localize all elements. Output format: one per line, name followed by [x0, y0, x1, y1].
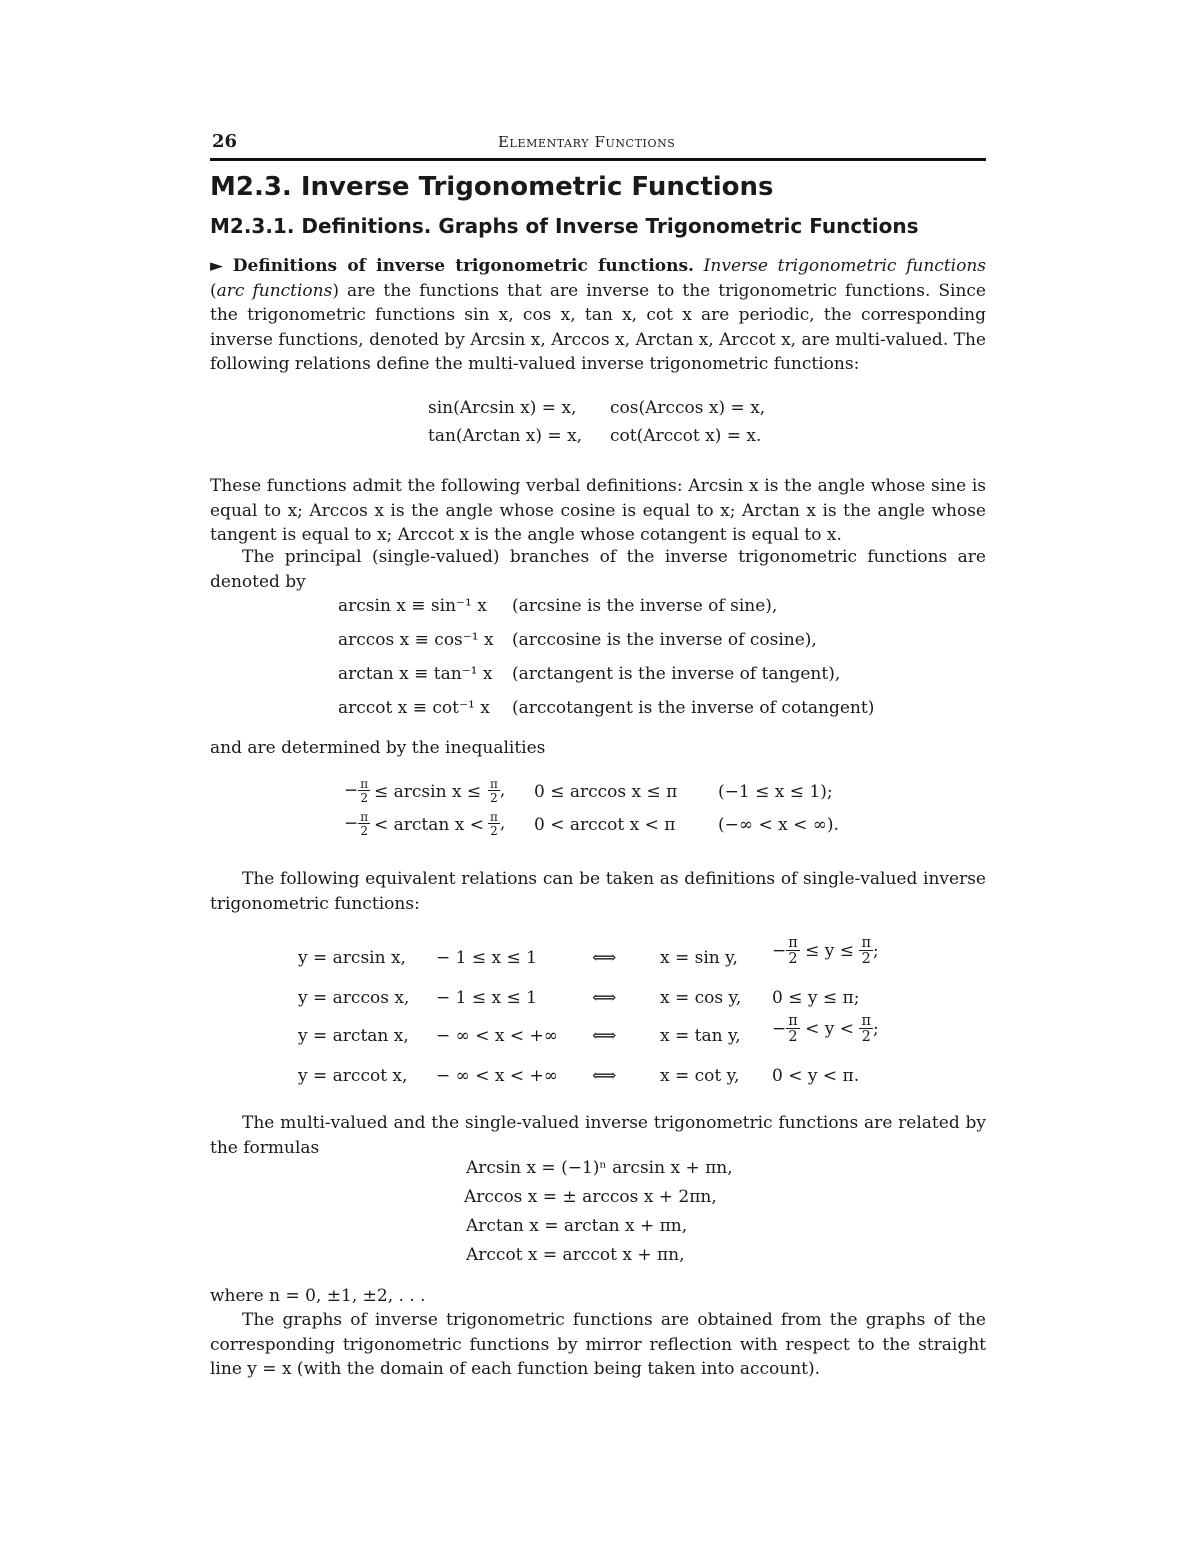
equivalent-range: − $\frac{\pi}{2}$ < y < $\frac{\pi}{2}$ ;	[772, 1013, 879, 1046]
equivalent-inverse: x = tan y,	[660, 1026, 741, 1046]
where-line: where n = 0, ±1, ±2, . . .	[210, 1286, 426, 1306]
equivalent-domain: − 1 ≤ x ≤ 1	[436, 948, 537, 968]
equivalent-def: y = arccot x,	[298, 1066, 408, 1086]
inequality-part1: < arctan x <	[374, 815, 484, 835]
inequality-part1: ≤ arcsin x ≤	[374, 782, 482, 802]
equivalent-arrow-icon: ⟺	[592, 948, 617, 968]
pi-numerator: π	[360, 777, 369, 791]
equivalent-range-middle: < y <	[805, 1018, 855, 1039]
principal-formula: arctan x ≡ tan⁻¹ x	[338, 664, 493, 684]
multi-relation-left: sin(Arcsin x) = x,	[428, 398, 577, 418]
multi-relation-left: tan(Arctan x) = x,	[428, 426, 583, 446]
two-denominator: 2	[360, 824, 369, 838]
principal-note: (arctangent is the inverse of tangent),	[512, 664, 841, 684]
multi-relation-right: cos(Arccos x) = x,	[610, 398, 766, 418]
pi-numerator: π	[490, 777, 498, 791]
inequality-part3: (−1 ≤ x ≤ 1);	[718, 782, 833, 802]
two-denominator: 2	[360, 791, 369, 805]
two-denominator: 2	[861, 1029, 871, 1046]
header-rule	[210, 158, 986, 161]
inequality-part2: 0 < arccot x < π	[534, 815, 676, 835]
pi-over-2: $\frac{\pi}{2}$ ,	[490, 777, 506, 805]
principal-formula: arccot x ≡ cot⁻¹ x	[338, 698, 490, 718]
equivalent-def: y = arctan x,	[298, 1026, 409, 1046]
equivalent-paragraph: The following equivalent relations can be taken as definitions of single-valued inverse trigonometric functions:	[210, 869, 986, 914]
pi-numerator: π	[490, 810, 498, 824]
equivalent-inverse: x = sin y,	[660, 948, 738, 968]
equivalent-inverse: x = cos y,	[660, 988, 742, 1008]
principal-formula: arccos x ≡ cos⁻¹ x	[338, 630, 494, 650]
equivalent-def: y = arcsin x,	[298, 948, 406, 968]
intro-paragraph	[210, 254, 986, 377]
equivalent-arrow-icon: ⟺	[592, 988, 617, 1008]
intro-italic-term: Inverse trigonometric functions	[703, 256, 986, 276]
equivalent-def: y = arccos x,	[298, 988, 410, 1008]
multi-relation-right: cot(Arccot x) = x.	[610, 426, 762, 446]
two-denominator: 2	[788, 951, 798, 968]
equivalent-range: 0 < y < π.	[772, 1066, 860, 1086]
equivalent-domain: − ∞ < x < +∞	[436, 1066, 558, 1086]
section-title: M2.3. Inverse Trigonometric Functions	[210, 172, 774, 202]
principal-note: (arccosine is the inverse of cosine),	[512, 630, 817, 650]
graphs-paragraph: The graphs of inverse trigonometric functions are obtained from the graphs of the corresponding trigonometric functions by mirror reflection with respect to the straight line y = x (with the domain of each function being taken into account).	[210, 1310, 986, 1379]
pi-numerator: π	[861, 1013, 871, 1029]
pi-over-2: $\frac{\pi}{2}$ ,	[490, 810, 506, 838]
related-paragraph: The multi-valued and the single-valued inverse trigonometric functions are related by the formulas	[210, 1113, 986, 1158]
equivalent-range: − $\frac{\pi}{2}$ ≤ y ≤ $\frac{\pi}{2}$ ;	[772, 935, 879, 968]
principal-note: (arccotangent is the inverse of cotangent)	[512, 698, 875, 718]
inequalities-intro: and are determined by the inequalities	[210, 738, 546, 758]
principal-paragraph: The principal (single-valued) branches of the inverse trigonometric functions are denoted by	[210, 547, 986, 592]
inequality-part3: (−∞ < x < ∞).	[718, 815, 839, 835]
pi-numerator: π	[360, 810, 369, 824]
equivalent-domain: − 1 ≤ x ≤ 1	[436, 988, 537, 1008]
subsection-title: M2.3.1. Definitions. Graphs of Inverse Trigonometric Functions	[210, 214, 919, 238]
equivalent-arrow-icon: ⟺	[592, 1026, 617, 1046]
related-formula: Arcsin x = (−1)ⁿ arcsin x + πn,	[466, 1158, 733, 1178]
equivalent-range: 0 ≤ y ≤ π;	[772, 988, 860, 1008]
page-number: 26	[212, 131, 238, 152]
pi-numerator: π	[861, 935, 871, 951]
equivalent-domain: − ∞ < x < +∞	[436, 1026, 558, 1046]
two-denominator: 2	[788, 1029, 798, 1046]
verbal-paragraph: These functions admit the following verbal definitions: Arcsin x is the angle whose sine is equal to x; Arccos x is the angle whose cosine is equal to x; Arctan x is the angle whose tangent is equal to x; Arccot x is the angle whose cotangent is equal to x.	[210, 476, 986, 545]
equivalent-range-middle: ≤ y ≤	[805, 940, 855, 961]
equivalent-inverse: x = cot y,	[660, 1066, 740, 1086]
principal-note: (arcsine is the inverse of sine),	[512, 596, 778, 616]
intro-body: ) are the functions that are inverse to the trigonometric functions. Since the trigonometric functions sin x, cos x, tan x, cot x are periodic, the corresponding inverse functions, denoted by Arcsin x, Arccos x, Arctan x, Arccot x, are multi-valued. The following relations define the multi-valued inverse trigonometric functions:	[210, 280, 986, 374]
two-denominator: 2	[490, 824, 498, 838]
running-title: Elementary Functions	[498, 133, 676, 151]
intro-italic-term2: arc functions	[216, 280, 333, 301]
triangle-marker-icon: ►	[210, 256, 224, 276]
intro-bold-lead: Definitions of inverse trigonometric functions.	[232, 256, 694, 276]
inequality-part2: 0 ≤ arccos x ≤ π	[534, 782, 678, 802]
related-formula: Arccot x = arccot x + πn,	[466, 1245, 685, 1265]
pi-numerator: π	[788, 935, 798, 951]
related-formula: Arctan x = arctan x + πn,	[466, 1216, 688, 1236]
neg-pi-over-2: − $\frac{\pi}{2}$	[344, 777, 369, 805]
neg-pi-over-2: − $\frac{\pi}{2}$	[344, 810, 369, 838]
two-denominator: 2	[861, 951, 871, 968]
equivalent-arrow-icon: ⟺	[592, 1066, 617, 1086]
intro-open-paren: (	[210, 280, 217, 301]
related-formula: Arccos x = ± arccos x + 2πn,	[464, 1187, 717, 1207]
equivalent-range-end: ;	[872, 940, 879, 961]
principal-formula: arcsin x ≡ sin⁻¹ x	[338, 596, 487, 616]
equivalent-range-end: ;	[872, 1018, 879, 1039]
pi-numerator: π	[788, 1013, 798, 1029]
two-denominator: 2	[490, 791, 498, 805]
